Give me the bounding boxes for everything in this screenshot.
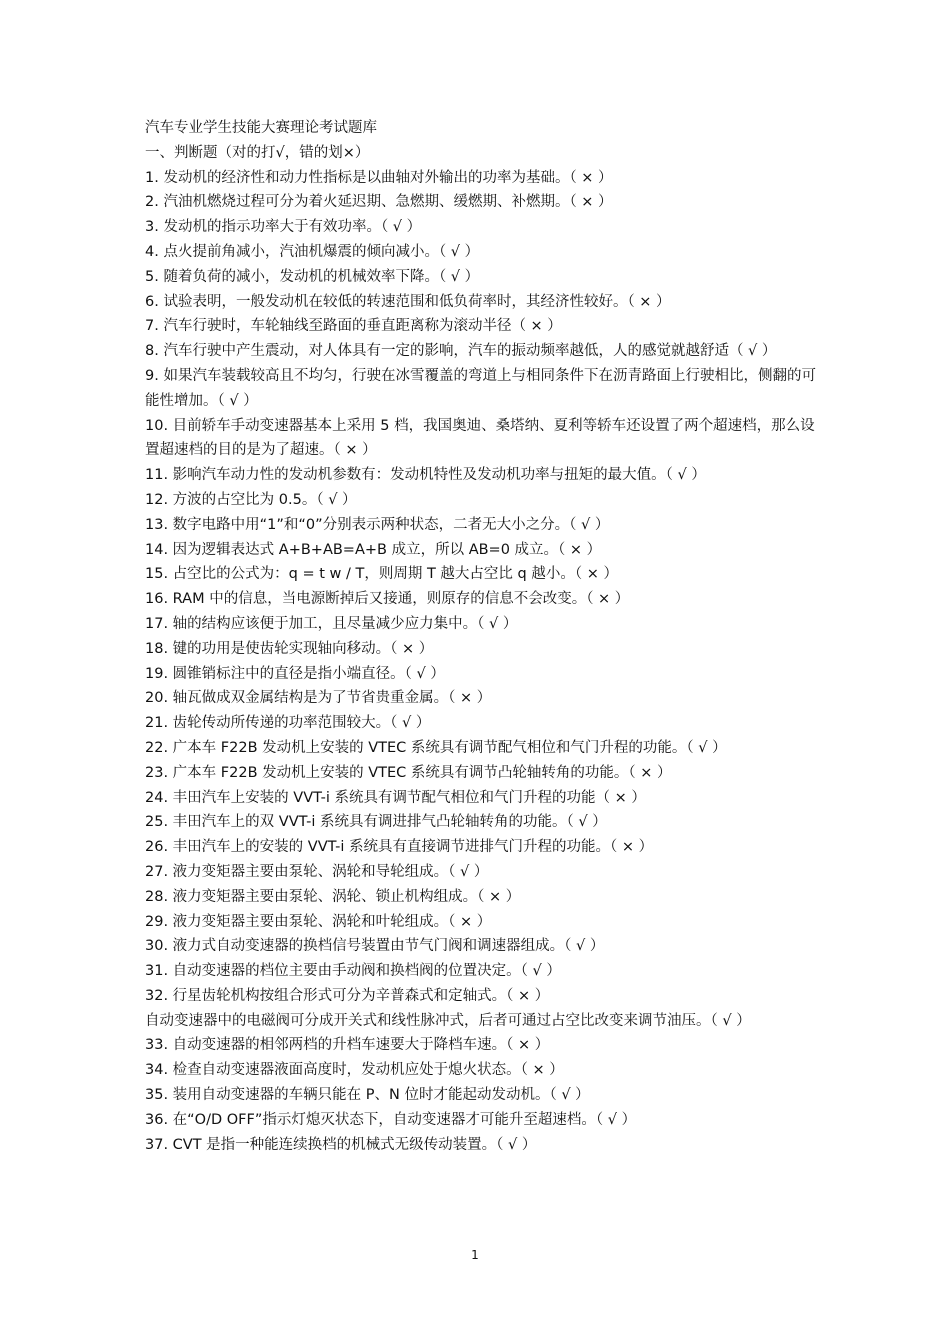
question-item: 34. 检查自动变速器液面高度时，发动机应处于熄火状态。（ × ）: [145, 1062, 564, 1079]
question-item: 22. 广本车 F22B 发动机上安装的 VTEC 系统具有调节配气相位和气门升程的功能。（ √ ）: [145, 739, 727, 756]
question-item: 16. RAM 中的信息，当电源断掉后又接通，则原存的信息不会改变。（ × ）: [145, 591, 630, 608]
question-item: 25. 丰田汽车上的双 VVT-i 系统具有调进排气凸轮轴转角的功能。（ √ ）: [145, 814, 607, 831]
question-item: 36. 在“O/D OFF”指示灯熄灭状态下，自动变速器才可能升至超速档。（ √ ）: [145, 1111, 637, 1128]
question-item: 自动变速器中的电磁阀可分成开关式和线性脉冲式，后者可通过占空比改变来调节油压。（ √ ）: [145, 1012, 751, 1029]
question-item: 26. 丰田汽车上的安装的 VVT-i 系统具有直接调节进排气门升程的功能。（ × ）: [145, 839, 654, 856]
question-item: 29. 液力变矩器主要由泵轮、涡轮和叶轮组成。（ × ）: [145, 913, 492, 930]
question-item: 13. 数字电路中用“1”和“0”分别表示两种状态，二者无大小之分。（ √ ）: [145, 516, 610, 533]
question-item: 37. CVT 是指一种能连续换档的机械式无级传动装置。（ √ ）: [145, 1136, 537, 1153]
question-item: 19. 圆锥销标注中的直径是指小端直径。（ √ ）: [145, 665, 445, 682]
question-item: 5. 随着负荷的减小，发动机的机械效率下降。（ √ ）: [145, 268, 480, 285]
question-item: 9. 如果汽车装载较高且不均匀，行驶在冰雪覆盖的弯道上与相同条件下在沥青路面上行驶相比，侧翻的可能性增加。（ √ ）: [145, 367, 816, 409]
question-item: 32. 行星齿轮机构按组合形式可分为辛普森式和定轴式。（ × ）: [145, 987, 550, 1004]
question-item: 8. 汽车行驶中产生震动，对人体具有一定的影响，汽车的振动频率越低，人的感觉就越舒适（ √ ）: [145, 343, 777, 360]
question-item: 17. 轴的结构应该便于加工，且尽量减少应力集中。（ √ ）: [145, 615, 518, 632]
question-item: 31. 自动变速器的档位主要由手动阀和换档阀的位置决定。（ √ ）: [145, 963, 561, 980]
question-item: 7. 汽车行驶时，车轮轴线至路面的垂直距离称为滚动半径（ × ）: [145, 318, 562, 335]
question-item: 15. 占空比的公式为：q = t w / T，则周期 T 越大占空比 q 越小。（ × ）: [145, 566, 618, 583]
question-item: 1. 发动机的经济性和动力性指标是以曲轴对外输出的功率为基础。（ × ）: [145, 169, 613, 186]
document-body: [145, 116, 817, 1157]
question-item: 11. 影响汽车动力性的发动机参数有：发动机特性及发动机功率与扭矩的最大值。（ √ ）: [145, 467, 706, 484]
question-item: 27. 液力变矩器主要由泵轮、涡轮和导轮组成。（ √ ）: [145, 863, 489, 880]
question-item: 10. 目前轿车手动变速器基本上采用 5 档，我国奥迪、桑塔纳、夏利等轿车还设置了两个超速档，那么设置超速档的目的是为了超速。（ × ）: [145, 417, 815, 459]
document-title: 汽车专业学生技能大赛理论考试题库: [145, 120, 377, 136]
question-item: 23. 广本车 F22B 发动机上安装的 VTEC 系统具有调节凸轮轴转角的功能。（ × ）: [145, 764, 672, 781]
question-item: 35. 装用自动变速器的车辆只能在 P、N 位时才能起动发动机。（ √ ）: [145, 1087, 590, 1104]
question-item: 28. 液力变矩器主要由泵轮、涡轮、锁止机构组成。（ × ）: [145, 888, 521, 905]
page-number: 1: [471, 1248, 479, 1262]
question-item: 30. 液力式自动变速器的换档信号装置由节气门阀和调速器组成。（ √ ）: [145, 938, 605, 955]
question-item: 33. 自动变速器的相邻两档的升档车速要大于降档车速。（ × ）: [145, 1037, 550, 1054]
question-item: 20. 轴瓦做成双金属结构是为了节省贵重金属。（ × ）: [145, 690, 492, 707]
section-heading: 一、判断题（对的打√，错的划×）: [145, 144, 370, 161]
question-item: 21. 齿轮传动所传递的功率范围较大。（ √ ）: [145, 715, 431, 732]
question-item: 18. 键的功用是使齿轮实现轴向移动。（ × ）: [145, 640, 434, 657]
question-item: 24. 丰田汽车上安装的 VVT-i 系统具有调节配气相位和气门升程的功能（ × ）: [145, 789, 646, 806]
question-item: 3. 发动机的指示功率大于有效功率。（ √ ）: [145, 219, 422, 236]
question-item: 4. 点火提前角减小，汽油机爆震的倾向减小。（ √ ）: [145, 243, 480, 260]
question-item: 12. 方波的占空比为 0.5。（ √ ）: [145, 491, 357, 508]
question-item: 6. 试验表明，一般发动机在较低的转速范围和低负荷率时，其经济性较好。（ × ）: [145, 293, 671, 310]
question-item: 2. 汽油机燃烧过程可分为着火延迟期、急燃期、缓燃期、补燃期。（ × ）: [145, 194, 613, 211]
question-item: 14. 因为逻辑表达式 A+B+AB=A+B 成立，所以 AB=0 成立。（ × ）: [145, 541, 602, 558]
